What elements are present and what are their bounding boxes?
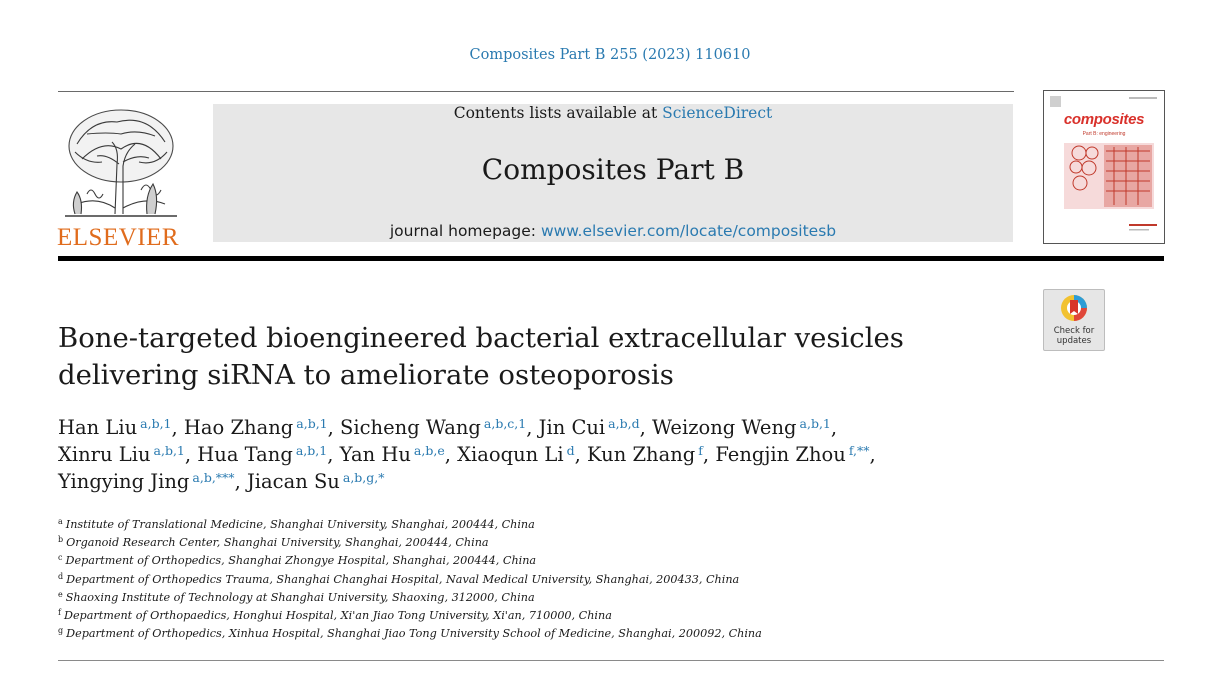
author-affiliation-marks[interactable]: a,b,g,*: [342, 470, 385, 485]
affiliation-item: [58, 607, 958, 625]
author-name[interactable]: Xiaoqun Li: [457, 443, 564, 466]
author-affiliation-marks[interactable]: d: [566, 443, 575, 458]
article-title: Bone-targeted bioengineered bacterial extracellular vesicles delivering siRNA to ameliorate osteoporosis: [58, 322, 904, 391]
affiliation-label: b: [58, 535, 64, 545]
journal-name: Composites Part B: [481, 153, 745, 186]
author-affiliation-marks[interactable]: a,b,1: [295, 443, 328, 458]
author-name[interactable]: Hao Zhang: [183, 416, 294, 439]
contents-prefix: Contents lists available at: [453, 104, 663, 122]
affiliation-item: [58, 534, 958, 552]
journal-citation[interactable]: Composites Part B 255 (2023) 110610: [469, 47, 751, 63]
author-name[interactable]: Jiacan Su: [246, 470, 340, 493]
affiliation-item: [58, 625, 958, 643]
sciencedirect-link[interactable]: ScienceDirect: [662, 104, 773, 122]
affiliation-label: a: [58, 517, 63, 526]
author-list: Han Liu $^{a,b,1}$, Hao Zhang $^{a,b,1}$, Sicheng Wang $^{a,b,c,1}$, Jin Cui $^{a,b,d}$, Weizong Weng $^{a,b,1}$, Xinru Liu $^{a,b,1}$, Hua Tang $^{a,b,1}$, Yan Hu $^{a,b,e}$, Xiaoqun Li $^d$, Kun Zhang $^f$, Fengjin Zhou $^{f,**}$, Yingying Jing $^{a,b,***}$, Jiacan Su $^{a,b,g,*}$: [58, 416, 876, 493]
author-name[interactable]: Kun Zhang: [587, 443, 696, 466]
author-name[interactable]: Hua Tang: [197, 443, 293, 466]
affiliation-list: [58, 516, 958, 643]
author-name[interactable]: Sicheng Wang: [340, 416, 481, 439]
affiliation-label: d: [58, 571, 64, 581]
homepage-link[interactable]: www.elsevier.com/locate/compositesb: [540, 222, 837, 240]
affiliation-text: Department of Orthopedics Trauma, Shanghai Changhai Hospital, Naval Medical University, Shanghai, 200433, China: [66, 572, 740, 586]
affiliation-label: c: [58, 553, 63, 563]
author-name[interactable]: Yan Hu: [339, 443, 411, 466]
author-affiliation-marks[interactable]: f,**: [848, 443, 870, 458]
journal-homepage: [213, 222, 1013, 240]
check-for-updates-label: [1044, 327, 1104, 346]
author-affiliation-marks[interactable]: a,b,1: [799, 416, 831, 431]
author-name[interactable]: Xinru Liu: [58, 443, 151, 466]
check-for-updates-icon: [1044, 290, 1104, 330]
author-affiliation-marks[interactable]: a,b,***: [192, 470, 235, 485]
author-name[interactable]: Han Liu: [58, 416, 138, 439]
affiliation-text: Department of Orthopedics, Shanghai Zhongye Hospital, Shanghai, 200444, China: [65, 554, 537, 568]
contents-line: [213, 104, 1013, 122]
affiliation-text: Shaoxing Institute of Technology at Shanghai University, Shaoxing, 312000, China: [65, 590, 535, 604]
author-affiliation-marks[interactable]: f: [698, 443, 703, 458]
author-affiliation-marks[interactable]: a,b,1: [140, 416, 172, 431]
homepage-prefix: journal homepage:: [389, 222, 541, 240]
author-affiliation-marks[interactable]: a,b,e: [413, 443, 445, 458]
affiliation-label: g: [58, 626, 64, 636]
header-thick-rule: [58, 256, 1164, 261]
affiliation-item: [58, 552, 958, 570]
author-affiliation-marks[interactable]: a,b,c,1: [483, 416, 527, 431]
author-affiliation-marks[interactable]: a,b,1: [296, 416, 328, 431]
author-name[interactable]: Fengjin Zhou: [715, 443, 846, 466]
section-divider: [58, 660, 1164, 661]
author-affiliation-marks[interactable]: a,b,1: [153, 443, 185, 458]
affiliation-label: e: [58, 589, 63, 599]
cover-title: composites: [1063, 111, 1145, 128]
affiliation-label: f: [58, 608, 61, 618]
check-label-line2: updates: [1056, 335, 1092, 346]
publisher-name: ELSEVIER: [57, 224, 180, 251]
author-name[interactable]: Yingying Jing: [58, 470, 190, 493]
affiliation-text: Institute of Translational Medicine, Shanghai University, Shanghai, 200444, China: [65, 518, 535, 531]
affiliation-item: [58, 589, 958, 607]
affiliation-item: [58, 571, 958, 589]
affiliation-text: Organoid Research Center, Shanghai University, Shanghai, 200444, China: [66, 536, 489, 550]
affiliation-item: [58, 516, 958, 534]
tree-icon: [57, 104, 185, 222]
author-name[interactable]: Jin Cui: [538, 416, 606, 439]
affiliation-text: Department of Orthopaedics, Honghui Hospital, Xi'an Jiao Tong University, Xi'an, 710000, China: [63, 609, 612, 623]
check-for-updates-button[interactable]: [1043, 289, 1105, 351]
author-affiliation-marks[interactable]: a,b,d: [608, 416, 640, 431]
check-label-line1: Check for: [1053, 326, 1095, 336]
author-name[interactable]: Weizong Weng: [651, 416, 797, 439]
header-divider: [58, 91, 1014, 92]
affiliation-text: Department of Orthopedics, Xinhua Hospital, Shanghai Jiao Tong University School of Medicine, Shanghai, 200092, China: [66, 627, 762, 641]
journal-cover-thumbnail[interactable]: [1043, 90, 1165, 244]
cover-subtitle: Part B: engineering: [1082, 131, 1126, 137]
